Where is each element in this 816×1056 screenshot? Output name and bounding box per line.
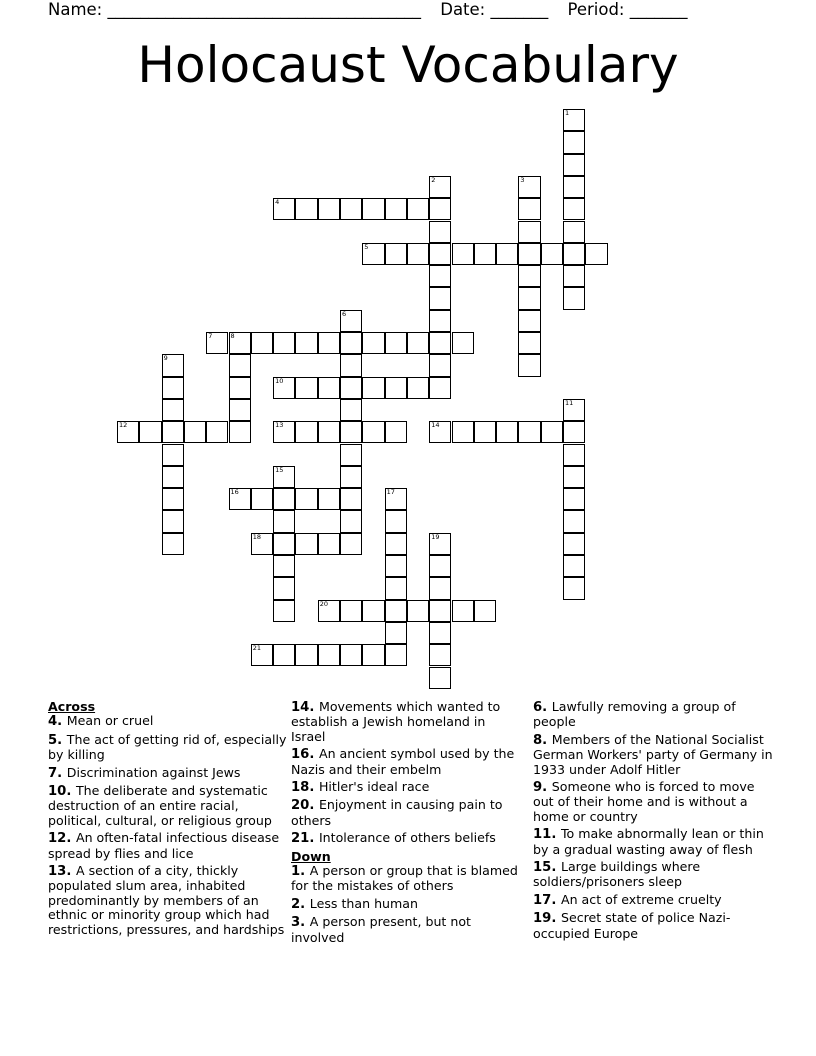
grid-cell[interactable]: [162, 444, 184, 466]
grid-cell[interactable]: [273, 421, 295, 443]
clue-number: 14: [431, 421, 440, 430]
grid-cell[interactable]: [563, 421, 585, 443]
grid-cell[interactable]: [563, 198, 585, 220]
clue-number-label: 8.: [533, 732, 552, 748]
grid-cell[interactable]: [295, 421, 317, 443]
grid-cell[interactable]: [362, 600, 384, 622]
grid-cell[interactable]: [385, 644, 407, 666]
grid-cell[interactable]: [563, 176, 585, 198]
date-field[interactable]: Date: _______: [440, 0, 549, 19]
grid-cell[interactable]: [407, 377, 429, 399]
clue-number-label: 9.: [533, 780, 552, 796]
clue-text: Someone who is forced to move out of their home and is without a home or country: [533, 779, 755, 824]
grid-cell[interactable]: [318, 198, 340, 220]
grid-cell[interactable]: [229, 488, 251, 510]
grid-cell[interactable]: [229, 377, 251, 399]
down-clue: [291, 897, 523, 912]
grid-cell[interactable]: [429, 243, 451, 265]
across-clue: [48, 864, 288, 937]
grid-cell[interactable]: [474, 600, 496, 622]
grid-cell[interactable]: [162, 377, 184, 399]
clue-number: 6: [342, 309, 347, 318]
grid-cell[interactable]: [407, 332, 429, 354]
grid-cell[interactable]: [563, 555, 585, 577]
grid-cell[interactable]: [229, 421, 251, 443]
grid-cell[interactable]: [162, 533, 184, 555]
grid-cell[interactable]: [563, 265, 585, 287]
grid-cell[interactable]: [518, 265, 540, 287]
grid-cell[interactable]: [585, 243, 607, 265]
grid-cell[interactable]: [184, 421, 206, 443]
grid-cell[interactable]: [429, 221, 451, 243]
clue-number-label: 10.: [48, 784, 76, 800]
grid-cell[interactable]: [385, 243, 407, 265]
clue-text: Discrimination against Jews: [66, 764, 241, 780]
down-clue: [533, 860, 773, 890]
clue-number-label: 17.: [533, 892, 561, 908]
grid-cell[interactable]: [362, 243, 384, 265]
grid-cell[interactable]: [385, 421, 407, 443]
across-clue: [48, 766, 288, 781]
grid-cell[interactable]: [563, 287, 585, 309]
clue-text: Enjoyment in causing pain to others: [291, 797, 503, 828]
clue-number: 9: [163, 354, 168, 363]
grid-cell[interactable]: [385, 577, 407, 599]
clue-text: A person present, but not involved: [291, 914, 471, 945]
clue-text: To make abnormally lean or thin by a gradual wasting away of flesh: [533, 826, 764, 857]
grid-cell[interactable]: [496, 243, 518, 265]
grid-cell[interactable]: [385, 510, 407, 532]
grid-cell[interactable]: [563, 154, 585, 176]
grid-cell[interactable]: [429, 287, 451, 309]
grid-cell[interactable]: [295, 198, 317, 220]
grid-cell[interactable]: [229, 332, 251, 354]
grid-cell[interactable]: [340, 488, 362, 510]
clue-text: An act of extreme cruelty: [560, 891, 722, 907]
clue-number-label: 4.: [48, 714, 67, 730]
clue-number: 15: [275, 465, 284, 474]
grid-cell[interactable]: [385, 332, 407, 354]
clue-text: Mean or cruel: [66, 713, 154, 729]
clue-number: 16: [230, 488, 239, 497]
grid-cell[interactable]: [273, 488, 295, 510]
grid-cell[interactable]: [206, 332, 228, 354]
clue-column-1: [48, 700, 288, 940]
grid-cell[interactable]: [518, 287, 540, 309]
grid-cell[interactable]: [318, 600, 340, 622]
clue-text: Lawfully removing a group of people: [533, 699, 736, 730]
grid-cell[interactable]: [162, 354, 184, 376]
grid-cell[interactable]: [429, 533, 451, 555]
grid-cell[interactable]: [429, 198, 451, 220]
grid-cell[interactable]: [362, 421, 384, 443]
grid-cell[interactable]: [340, 510, 362, 532]
grid-cell[interactable]: [518, 310, 540, 332]
grid-cell[interactable]: [429, 555, 451, 577]
grid-cell[interactable]: [385, 198, 407, 220]
clue-text: An often-fatal infectious disease spread by flies and lice: [48, 830, 280, 861]
grid-cell[interactable]: [563, 466, 585, 488]
grid-cell[interactable]: [541, 421, 563, 443]
across-clue: [291, 831, 523, 846]
clue-number-label: 18.: [291, 780, 319, 796]
clue-number: 1: [565, 109, 570, 117]
grid-cell[interactable]: [518, 198, 540, 220]
grid-cell[interactable]: [273, 377, 295, 399]
grid-cell[interactable]: [452, 421, 474, 443]
clue-text: A section of a city, thickly populated slum area, inhabited predominantly by members of an ethnic or minority group which had restrictions, pressures, and hardships: [48, 863, 285, 937]
grid-cell[interactable]: [385, 555, 407, 577]
clue-number-label: 20.: [291, 798, 319, 814]
grid-cell[interactable]: [385, 600, 407, 622]
grid-cell[interactable]: [429, 600, 451, 622]
grid-cell[interactable]: [362, 332, 384, 354]
clue-number: 18: [252, 532, 262, 541]
grid-cell[interactable]: [318, 488, 340, 510]
clue-text: Intolerance of others beliefs: [318, 830, 496, 846]
clue-number-label: 21.: [291, 831, 319, 847]
grid-cell[interactable]: [429, 667, 451, 689]
across-heading: Across: [48, 699, 96, 714]
grid-cell[interactable]: [518, 421, 540, 443]
clue-text: Members of the National Socialist German Workers' party of Germany in 1933 under Adolf Hitler: [533, 731, 773, 777]
clue-number: 7: [208, 332, 213, 340]
across-clue: [291, 700, 523, 744]
name-field[interactable]: Name: ______________________________________: [48, 0, 421, 19]
grid-cell[interactable]: [474, 243, 496, 265]
grid-cell[interactable]: [496, 421, 518, 443]
clue-number: 20: [319, 599, 328, 608]
grid-cell[interactable]: [429, 354, 451, 376]
grid-cell[interactable]: [563, 444, 585, 466]
grid-cell[interactable]: [340, 377, 362, 399]
grid-cell[interactable]: [429, 577, 451, 599]
grid-cell[interactable]: [340, 310, 362, 332]
grid-cell[interactable]: [563, 243, 585, 265]
down-heading: Down: [291, 848, 331, 864]
grid-cell[interactable]: [362, 644, 384, 666]
grid-cell[interactable]: [407, 198, 429, 220]
clue-number: 10: [275, 376, 284, 385]
puzzle-title: Holocaust Vocabulary: [137, 36, 679, 94]
grid-cell[interactable]: [452, 332, 474, 354]
clue-number-label: 16.: [291, 747, 319, 763]
grid-cell[interactable]: [563, 533, 585, 555]
clue-number: 5: [364, 242, 369, 251]
grid-cell[interactable]: [340, 644, 362, 666]
grid-cell[interactable]: [273, 577, 295, 599]
clue-number-label: 11.: [533, 827, 561, 843]
grid-cell[interactable]: [251, 533, 273, 555]
grid-cell[interactable]: [295, 488, 317, 510]
clue-number: 21: [252, 644, 262, 653]
clue-number: 3: [520, 175, 525, 184]
down-clue: [291, 864, 523, 894]
clue-number-label: 2.: [291, 896, 310, 912]
grid-cell[interactable]: [452, 600, 474, 622]
grid-cell[interactable]: [563, 399, 585, 421]
grid-cell[interactable]: [162, 421, 184, 443]
clue-number: 4: [275, 198, 280, 207]
period-field[interactable]: Period: _______: [567, 0, 688, 19]
grid-cell[interactable]: [273, 332, 295, 354]
grid-cell[interactable]: [474, 421, 496, 443]
clue-column-2: [291, 700, 523, 948]
grid-cell[interactable]: [162, 466, 184, 488]
grid-cell[interactable]: [251, 332, 273, 354]
clue-number-label: 13.: [48, 864, 76, 880]
grid-cell[interactable]: [563, 221, 585, 243]
clue-number: 19: [431, 532, 440, 541]
across-clue: [48, 733, 288, 763]
grid-cell[interactable]: [563, 131, 585, 153]
grid-cell[interactable]: [340, 533, 362, 555]
grid-cell[interactable]: [518, 332, 540, 354]
clue-number-label: 6.: [533, 700, 552, 715]
grid-cell[interactable]: [429, 377, 451, 399]
grid-cell[interactable]: [229, 399, 251, 421]
grid-cell[interactable]: [318, 533, 340, 555]
grid-cell[interactable]: [452, 243, 474, 265]
grid-cell[interactable]: [318, 644, 340, 666]
clue-column-3: [533, 700, 773, 944]
grid-cell[interactable]: [295, 533, 317, 555]
grid-cell[interactable]: [340, 600, 362, 622]
grid-cell[interactable]: [407, 243, 429, 265]
grid-cell[interactable]: [295, 377, 317, 399]
grid-cell[interactable]: [340, 198, 362, 220]
clue-number: 17: [386, 488, 395, 497]
clue-text: A person or group that is blamed for the mistakes of others: [291, 863, 518, 894]
down-clue: [533, 780, 773, 824]
grid-cell[interactable]: [429, 176, 451, 198]
grid-cell[interactable]: [340, 354, 362, 376]
clue-number-label: 15.: [533, 860, 561, 876]
grid-cell[interactable]: [273, 600, 295, 622]
down-clue: [533, 700, 773, 730]
clue-number: 12: [119, 421, 128, 430]
grid-cell[interactable]: [340, 399, 362, 421]
grid-cell[interactable]: [563, 510, 585, 532]
clue-number: 8: [230, 332, 235, 340]
grid-cell[interactable]: [541, 243, 563, 265]
grid-cell[interactable]: [229, 354, 251, 376]
grid-cell[interactable]: [340, 332, 362, 354]
grid-cell[interactable]: [429, 310, 451, 332]
across-clue: [291, 798, 523, 828]
grid-cell[interactable]: [117, 421, 139, 443]
down-clue: [291, 915, 523, 945]
grid-cell[interactable]: [429, 332, 451, 354]
clue-number: 13: [275, 421, 284, 430]
grid-cell[interactable]: [385, 488, 407, 510]
clue-number-label: 1.: [291, 864, 310, 880]
clue-number-label: 12.: [48, 831, 76, 847]
grid-cell[interactable]: [273, 644, 295, 666]
grid-cell[interactable]: [340, 444, 362, 466]
grid-cell[interactable]: [563, 109, 585, 131]
clue-text: The act of getting rid of, especially by killing: [48, 731, 287, 763]
grid-cell[interactable]: [162, 399, 184, 421]
grid-cell[interactable]: [563, 488, 585, 510]
clue-text: Large buildings where soldiers/prisoners sleep: [533, 859, 701, 890]
grid-cell[interactable]: [340, 421, 362, 443]
grid-cell[interactable]: [273, 466, 295, 488]
grid-cell[interactable]: [273, 555, 295, 577]
clue-text: Movements which wanted to establish a Jewish homeland in Israel: [291, 699, 501, 744]
grid-cell[interactable]: [563, 577, 585, 599]
grid-cell[interactable]: [385, 622, 407, 644]
clue-number-label: 7.: [48, 765, 67, 781]
down-clue: [533, 733, 773, 777]
grid-cell[interactable]: [318, 332, 340, 354]
grid-cell[interactable]: [518, 354, 540, 376]
grid-cell[interactable]: [362, 198, 384, 220]
grid-cell[interactable]: [162, 510, 184, 532]
grid-cell[interactable]: [273, 198, 295, 220]
clue-number-label: 19.: [533, 911, 561, 927]
clue-number-label: 3.: [291, 915, 310, 931]
grid-cell[interactable]: [251, 488, 273, 510]
grid-cell[interactable]: [429, 622, 451, 644]
clue-text: An ancient symbol used by the Nazis and their embelm: [291, 746, 515, 777]
down-clue: [533, 827, 773, 857]
grid-cell[interactable]: [518, 176, 540, 198]
clue-number-label: 5.: [48, 732, 67, 748]
grid-cell[interactable]: [429, 421, 451, 443]
clue-number: 11: [565, 398, 574, 407]
grid-cell[interactable]: [318, 421, 340, 443]
grid-cell[interactable]: [362, 377, 384, 399]
grid-cell[interactable]: [340, 466, 362, 488]
grid-cell[interactable]: [206, 421, 228, 443]
grid-cell[interactable]: [518, 221, 540, 243]
grid-cell[interactable]: [518, 243, 540, 265]
grid-cell[interactable]: [385, 377, 407, 399]
clue-text: Less than human: [309, 895, 419, 911]
grid-cell[interactable]: [295, 644, 317, 666]
clue-number: 2: [431, 175, 436, 184]
clue-number-label: 14.: [291, 700, 319, 715]
grid-cell[interactable]: [273, 510, 295, 532]
across-clue: [291, 780, 523, 795]
grid-cell[interactable]: [429, 265, 451, 287]
grid-cell[interactable]: [139, 421, 161, 443]
across-clue: [291, 747, 523, 777]
grid-cell[interactable]: [162, 488, 184, 510]
grid-cell[interactable]: [251, 644, 273, 666]
grid-cell[interactable]: [295, 332, 317, 354]
across-clue: [48, 714, 288, 729]
clue-text: The deliberate and systematic destruction of an entire racial, political, cultural, or religious group: [48, 783, 272, 828]
grid-cell[interactable]: [429, 644, 451, 666]
clue-text: Hitler's ideal race: [318, 779, 430, 795]
across-clue: [48, 784, 288, 828]
grid-cell[interactable]: [385, 533, 407, 555]
down-clue: [533, 911, 773, 941]
grid-cell[interactable]: [273, 533, 295, 555]
across-clue: [48, 831, 288, 861]
clue-text: Secret state of police Nazi-occupied Europe: [533, 910, 731, 941]
down-clue: [533, 893, 773, 908]
grid-cell[interactable]: [318, 377, 340, 399]
grid-cell[interactable]: [407, 600, 429, 622]
